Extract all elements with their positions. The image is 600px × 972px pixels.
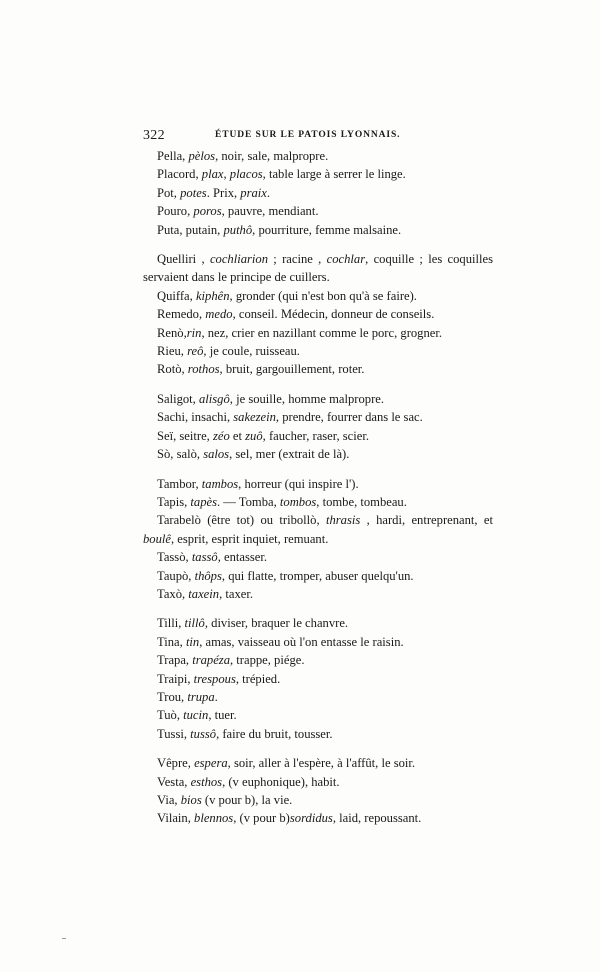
entry-text: , trappe, piége. <box>230 653 305 668</box>
entry-text: Traipi, <box>157 671 194 686</box>
entry-text: (v pour b), la vie. <box>201 793 293 807</box>
glossary-entry <box>143 706 493 724</box>
entry-text: Vêpre, <box>157 756 195 771</box>
entry-text: , conseil. Médecin, donneur de conseils. <box>232 307 435 322</box>
running-title: ÉTUDE SUR LE PATOIS LYONNAIS. <box>215 130 401 140</box>
glossary-entry <box>143 614 493 632</box>
glossary-entry <box>143 342 493 360</box>
entry-text: et <box>229 428 246 443</box>
entry-text: , table large à serrer le linge. <box>262 167 406 182</box>
entry-text: Tapis, <box>157 494 191 509</box>
glossary-entry <box>143 725 493 743</box>
entry-text: , faucher, raser, scier. <box>262 428 369 443</box>
entry-text: Vesta, <box>157 774 191 789</box>
etymon-word: trupa <box>187 689 215 704</box>
entry-text: Pot, <box>157 185 181 200</box>
glossary-entry <box>143 475 493 493</box>
etymon-word: tucin <box>183 708 209 723</box>
etymon-word: tillô <box>184 616 205 631</box>
etymon-word: tussô <box>190 726 217 741</box>
etymon-word: espera <box>194 756 228 771</box>
entry-text: Tassò, <box>157 550 192 565</box>
entry-text: Trapa, <box>157 653 193 668</box>
entry-text: Remedo, <box>157 307 206 322</box>
etymon-word: zéo <box>212 428 230 443</box>
entry-text: , sel, mer (extrait de là). <box>229 447 350 462</box>
entry-text: Vilain, <box>157 811 195 826</box>
etymon-word: potes <box>180 185 207 200</box>
entry-text: Tambor, <box>157 476 202 491</box>
etymon-word: tassô <box>191 550 218 565</box>
etymon-word: trespous <box>193 671 236 686</box>
entry-text: , trépied. <box>235 671 281 686</box>
entry-text: ; racine , <box>268 252 327 267</box>
entry-text: , (v euphonique), habit. <box>222 774 340 789</box>
etymon-word: placos <box>229 167 263 182</box>
glossary-entry <box>143 147 493 165</box>
entry-text: , diviser, braquer le chanvre. <box>204 616 349 631</box>
entry-text: , taxer. <box>219 586 253 601</box>
etymon-word: tombos <box>279 494 317 509</box>
page-speck <box>62 938 66 939</box>
glossary-entry <box>143 511 493 548</box>
etymon-word: zuô <box>245 428 263 443</box>
entry-text: , tombe, tombeau. <box>316 494 407 509</box>
etymon-word: cochliarion <box>209 252 268 267</box>
etymon-word: sordidus <box>289 811 333 826</box>
entry-text: Pouro, <box>157 204 194 219</box>
etymon-word: blennos <box>194 811 234 826</box>
entry-text: . — Tomba, <box>217 494 280 509</box>
entry-text: . <box>266 185 271 200</box>
entry-text: , coquille ; les coquilles servaient dans le principe de cuillers. <box>143 252 493 285</box>
glossary-entry <box>143 324 493 342</box>
glossary-entry <box>143 651 493 669</box>
glossary-entry <box>143 567 493 585</box>
etymon-word: esthos <box>190 774 223 789</box>
entry-text: Seï, seitre, <box>157 428 213 443</box>
etymon-word: bios <box>180 793 202 807</box>
etymon-word: tambos <box>201 476 239 491</box>
entry-text: , nez, crier en nazillant comme le porc, grogner. <box>201 325 443 340</box>
entry-text: , je coule, ruisseau. <box>203 344 300 359</box>
entry-text: , faire du bruit, tousser. <box>216 726 333 741</box>
entry-text: sale, malpropre. <box>244 149 329 163</box>
entry-text: , gronder (qui n'est bon qu'à se faire). <box>229 288 417 303</box>
etymon-word: tin <box>185 634 200 649</box>
etymon-word: salos <box>203 447 230 462</box>
entry-text: Tuò, <box>157 708 184 723</box>
entry-text: , amas, vaisseau où l'on entasse le raisin. <box>199 634 404 649</box>
etymon-word: kiphên <box>195 288 230 303</box>
entry-text: , je souille, homme malpropre. <box>229 391 385 406</box>
entry-text: Tina, <box>157 634 186 649</box>
glossary-section <box>143 754 493 828</box>
entry-text: , esprit, esprit inquiet, remuant. <box>170 531 329 546</box>
entry-text: , <box>223 167 230 182</box>
glossary-entry <box>143 305 493 323</box>
entry-text: Rieu, <box>157 344 188 359</box>
etymon-word: praix <box>240 185 267 200</box>
entry-text: , (v pour b) <box>233 811 290 826</box>
entry-text: Sò, salò, <box>157 447 204 462</box>
entry-text: , entasser. <box>217 550 268 565</box>
glossary-body <box>143 147 493 839</box>
etymon-word: taxein <box>188 586 220 601</box>
etymon-word: poros <box>193 204 222 219</box>
entry-text: . Prix, <box>206 185 241 200</box>
entry-text: , qui flatte, tromper, abuser quelqu'un. <box>221 568 414 583</box>
etymon-word: boulê <box>143 531 171 546</box>
glossary-entry <box>143 202 493 220</box>
glossary-entry <box>143 390 493 408</box>
page-header <box>143 128 488 146</box>
entry-text: , tuer. <box>208 708 237 723</box>
glossary-entry <box>143 773 493 791</box>
entry-text: Rotò, <box>157 362 188 377</box>
entry-text: , laid, repoussant. <box>332 811 422 826</box>
glossary-entry <box>143 493 493 511</box>
entry-text: . <box>214 689 218 704</box>
etymon-word: thrasis <box>325 513 361 528</box>
entry-text: Tarabelò (être tot) ou tribollò, <box>157 513 326 528</box>
entry-text: , bruit, gargouillement, roter. <box>219 362 365 377</box>
glossary-section <box>143 475 493 604</box>
entry-text: , horreur (qui inspire l'). <box>238 476 359 491</box>
entry-text: , pauvre, mendiant. <box>221 204 319 219</box>
glossary-entry <box>143 688 493 706</box>
entry-text: Tilli, <box>157 616 185 631</box>
glossary-section <box>143 390 493 464</box>
etymon-word: thôps <box>194 568 222 583</box>
glossary-entry <box>143 250 493 287</box>
etymon-word: plax <box>201 167 224 182</box>
entry-text: Via, <box>157 793 181 807</box>
entry-text: Taxò, <box>157 586 189 601</box>
etymon-word: sakezein <box>233 410 276 425</box>
etymon-word: medo <box>205 307 233 322</box>
glossary-entry <box>143 809 493 827</box>
etymon-word: rothos <box>187 362 220 377</box>
glossary-entry <box>143 585 493 603</box>
glossary-entry <box>143 184 493 202</box>
entry-text: Quelliri , <box>157 252 210 267</box>
entry-text: Saligot, <box>157 391 199 406</box>
glossary-entry <box>143 360 493 378</box>
glossary-entry <box>143 633 493 651</box>
glossary-section <box>143 614 493 743</box>
glossary-entry <box>143 791 493 809</box>
glossary-section <box>143 147 493 239</box>
glossary-section <box>143 250 493 379</box>
entry-text: Pella, <box>157 149 189 163</box>
entry-text: , prendre, fourrer dans le sac. <box>275 410 423 425</box>
entry-text: , hardi, entreprenant, et <box>360 513 493 528</box>
etymon-word: trapéza <box>192 653 230 668</box>
entry-text: Puta, putain, <box>157 222 224 237</box>
page-number: 322 <box>143 128 165 143</box>
entry-text: Trou, <box>157 689 188 704</box>
etymon-word: alisgô <box>198 391 230 406</box>
entry-text: Tussi, <box>157 726 191 741</box>
glossary-entry <box>143 670 493 688</box>
entry-text: Quiffa, <box>157 288 196 303</box>
entry-text: Taupò, <box>157 568 195 583</box>
etymon-word: rin <box>186 325 202 340</box>
etymon-word: cochlar <box>326 252 366 267</box>
glossary-entry <box>143 221 493 239</box>
glossary-entry <box>143 408 493 426</box>
etymon-word: reô <box>187 344 204 359</box>
entry-text: Placord, <box>157 167 202 182</box>
glossary-entry <box>143 427 493 445</box>
entry-text: Renò, <box>157 325 187 340</box>
glossary-entry <box>143 445 493 463</box>
glossary-entry <box>143 165 493 183</box>
etymon-word: pèlos <box>188 149 216 163</box>
etymon-word: tapès <box>190 494 217 509</box>
entry-text: Sachi, insachi, <box>157 410 234 425</box>
entry-text: , pourriture, femme malsaine. <box>252 222 402 237</box>
glossary-entry <box>143 548 493 566</box>
entry-text: , noir, <box>215 149 245 163</box>
entry-text: , soir, aller à l'espère, à l'affût, le soir. <box>227 756 416 771</box>
etymon-word: puthô <box>223 222 253 237</box>
glossary-entry <box>143 287 493 305</box>
glossary-entry <box>143 754 493 772</box>
